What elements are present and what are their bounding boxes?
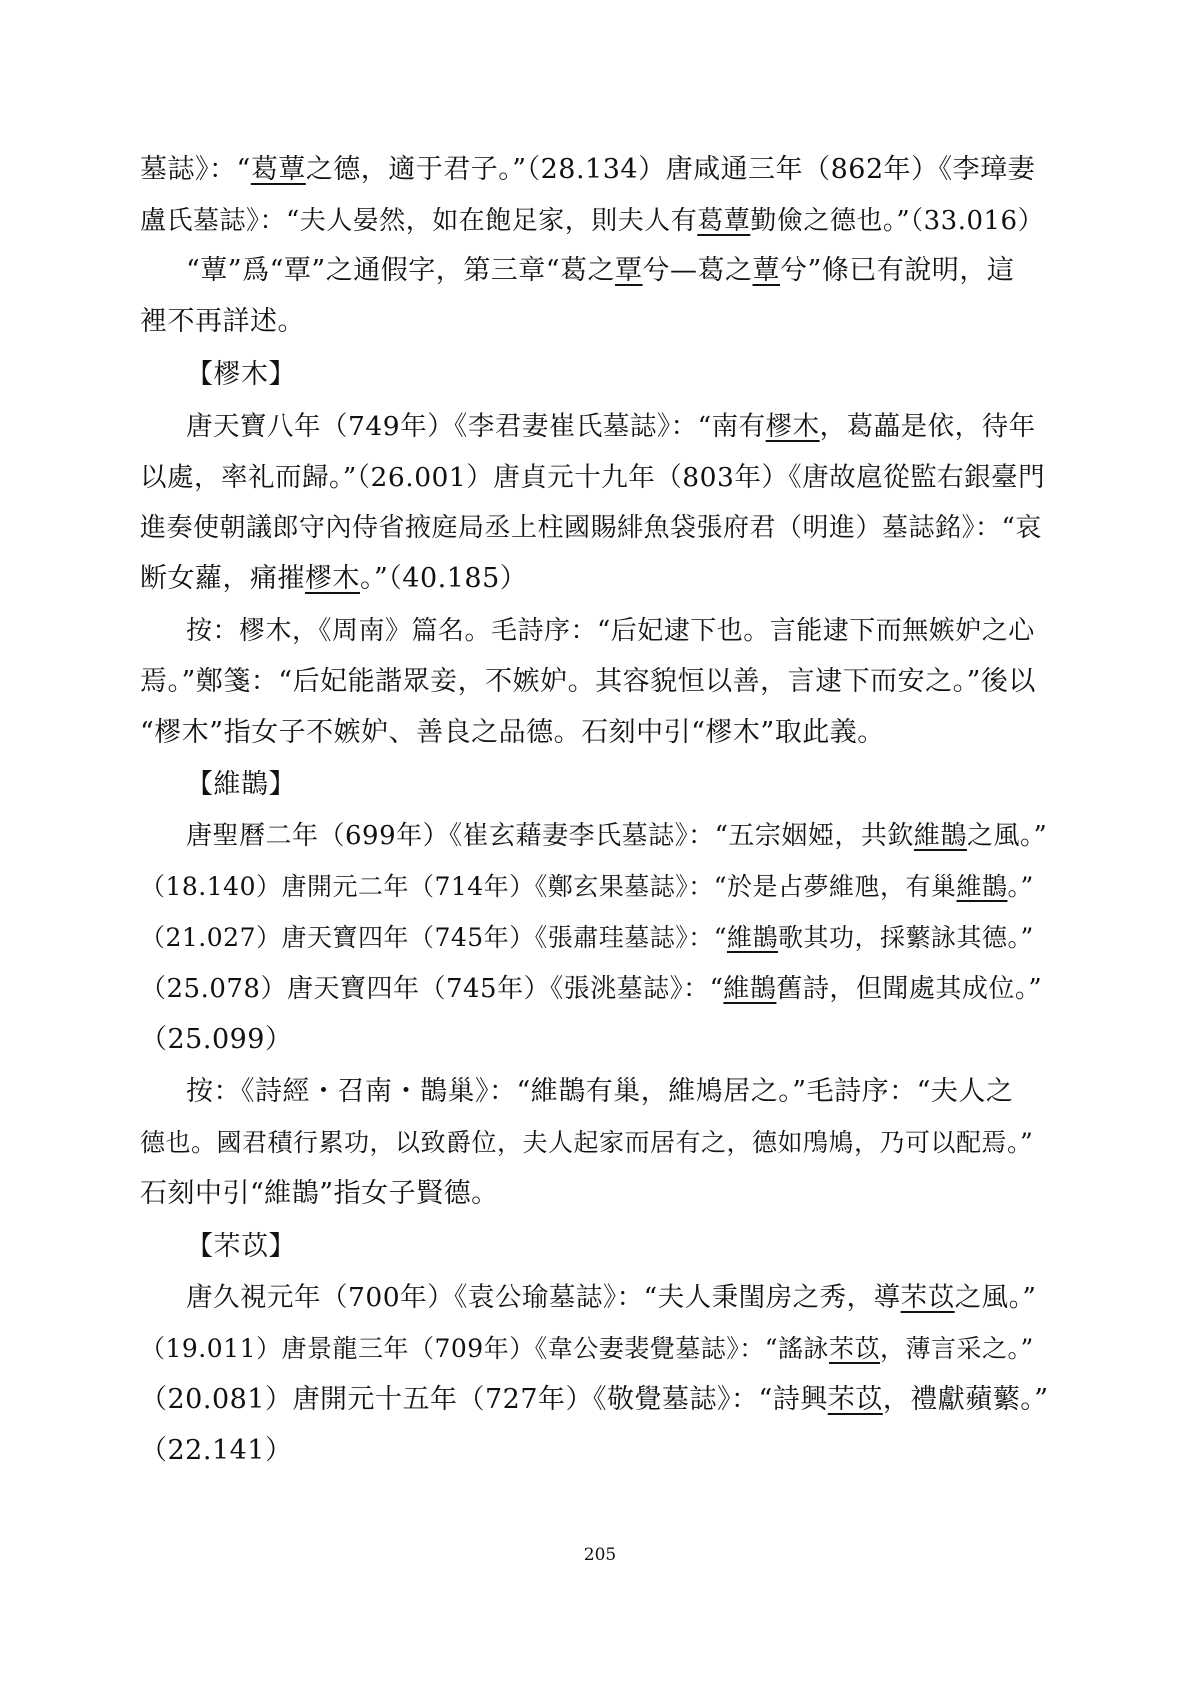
text-span: “蕈”爲“覃”之通假字，第三章“葛之 <box>186 255 616 286</box>
text-span: 舊詩，但聞處其成位。” <box>776 974 1043 1004</box>
text-span: （19.011）唐景龍三年（709年）《韋公妻裴覺墓誌》：“謠詠 <box>140 1334 829 1363</box>
text-span: 石刻中引“維鵲”指女子賢德。 <box>140 1178 499 1209</box>
section-heading <box>186 357 1008 393</box>
heading-text: 【樛木】 <box>186 359 296 390</box>
text-span: ，葛藟是依，待年 <box>819 411 1036 442</box>
section-heading <box>186 1229 1008 1265</box>
text-span: 以處，率礼而歸。”（26.001）唐貞元十九年（803年）《唐故扈從監右銀臺門 <box>140 462 1046 493</box>
text-span: 之風。” <box>966 821 1048 851</box>
text-line <box>140 869 1034 905</box>
text-line <box>140 920 1034 956</box>
text-span: ，薄言采之。” <box>880 1334 1034 1363</box>
text-span: 断女蘿，痛摧 <box>140 563 305 594</box>
text-span: “樛木”指女子不嫉妒、善良之品德。石刻中引“樛木”取此義。 <box>140 717 885 748</box>
heading-text: 【芣苡】 <box>186 1231 296 1262</box>
underlined-term: 芣苡 <box>900 1282 955 1313</box>
text-span: 之德，適于君子。”（28.134）唐咸通三年（862年）《李璋妻 <box>305 154 1036 185</box>
underlined-term: 葛蕈 <box>697 206 751 236</box>
text-span: 唐聖曆二年（699年）《崔玄藉妻李氏墓誌》：“五宗姻婭，共欽 <box>186 821 914 851</box>
underlined-term: 維鵲 <box>913 821 967 851</box>
text-line <box>186 1280 1037 1316</box>
underlined-term: 葛蕈 <box>250 154 306 185</box>
page-number: 205 <box>583 1545 617 1565</box>
text-span: 德也。國君積行累功，以致爵位，夫人起家而居有之，德如鳲鳩，乃可以配焉。” <box>140 1128 1034 1157</box>
text-span: 按：《詩經・召南・鵲巢》：“維鵲有巢，維鳩居之。”毛詩序：“夫人之 <box>186 1076 1014 1107</box>
text-line <box>140 1433 1008 1469</box>
text-line <box>140 664 1036 700</box>
text-line <box>140 1382 1049 1418</box>
underlined-term: 蕈 <box>752 255 781 286</box>
text-span: 勤儉之德也。”（33.016） <box>750 206 1045 236</box>
text-line <box>140 304 1008 340</box>
text-span: （21.027）唐天寶四年（745年）《張肅珪墓誌》：“ <box>140 923 727 952</box>
text-line <box>186 613 1035 649</box>
text-line <box>140 510 1042 546</box>
underlined-term: 維鵲 <box>956 872 1008 901</box>
text-span: 。”（40.185） <box>360 563 528 594</box>
text-line <box>140 561 1008 597</box>
text-span: 。” <box>1007 872 1034 901</box>
text-line <box>140 715 1008 751</box>
text-span: 焉。”鄭箋：“后妃能諧眾妾，不嫉妒。其容貌恒以善，言逮下而安之。”後以 <box>140 666 1036 697</box>
text-line <box>140 1331 1034 1367</box>
text-span: 兮—葛之 <box>642 255 753 286</box>
heading-text: 【維鵲】 <box>186 769 296 800</box>
text-line <box>186 409 1036 445</box>
underlined-term: 芣苡 <box>827 1384 883 1415</box>
text-line <box>140 152 1036 188</box>
text-line <box>140 1176 1008 1212</box>
text-line <box>186 253 1015 289</box>
text-span: （20.081）唐開元十五年（727年）《敬覺墓誌》：“詩興 <box>140 1384 828 1415</box>
text-line <box>140 1022 1008 1058</box>
text-span: （22.141） <box>140 1435 293 1466</box>
text-span: 之風。” <box>954 1282 1037 1313</box>
underlined-term: 芣苡 <box>828 1334 880 1363</box>
text-span: 裡不再詳述。 <box>140 306 305 337</box>
text-line <box>140 971 1043 1007</box>
text-span: 墓誌》：“ <box>140 154 251 185</box>
text-span: ，禮獻蘋蘩。” <box>882 1384 1049 1415</box>
section-heading <box>186 767 1008 803</box>
text-span: （25.078）唐天寶四年（745年）《張洮墓誌》：“ <box>140 974 724 1004</box>
underlined-term: 樛木 <box>765 411 820 442</box>
text-span: （25.099） <box>140 1024 293 1055</box>
text-span: 按：樛木，《周南》篇名。毛詩序：“后妃逮下也。言能逮下而無嫉妒之心 <box>186 616 1035 646</box>
text-line <box>186 818 1048 854</box>
text-span: 唐久視元年（700年）《袁公瑜墓誌》：“夫人秉閨房之秀，導 <box>186 1282 901 1313</box>
text-line <box>186 1074 1014 1110</box>
text-span: 唐天寶八年（749年）《李君妻崔氏墓誌》：“南有 <box>186 411 766 442</box>
underlined-term: 維鵲 <box>726 923 778 952</box>
text-span: （18.140）唐開元二年（714年）《鄭玄果墓誌》：“於是占夢維虺，有巢 <box>140 872 957 901</box>
underlined-term: 覃 <box>615 255 643 286</box>
underlined-term: 維鵲 <box>723 974 777 1004</box>
text-line <box>140 203 1045 239</box>
text-line <box>140 1125 1034 1161</box>
text-line <box>140 460 1046 496</box>
text-span: 盧氏墓誌》：“夫人晏然，如在飽足家，則夫人有 <box>140 206 698 236</box>
text-span: 歌其功，採蘩詠其德。” <box>778 923 1034 952</box>
underlined-term: 樛木 <box>305 563 360 594</box>
text-span: 進奏使朝議郎守內侍省掖庭局丞上柱國賜緋魚袋張府君（明進）墓誌銘》：“哀 <box>140 513 1042 543</box>
text-span: 兮”條已有說明，這 <box>780 255 1015 286</box>
